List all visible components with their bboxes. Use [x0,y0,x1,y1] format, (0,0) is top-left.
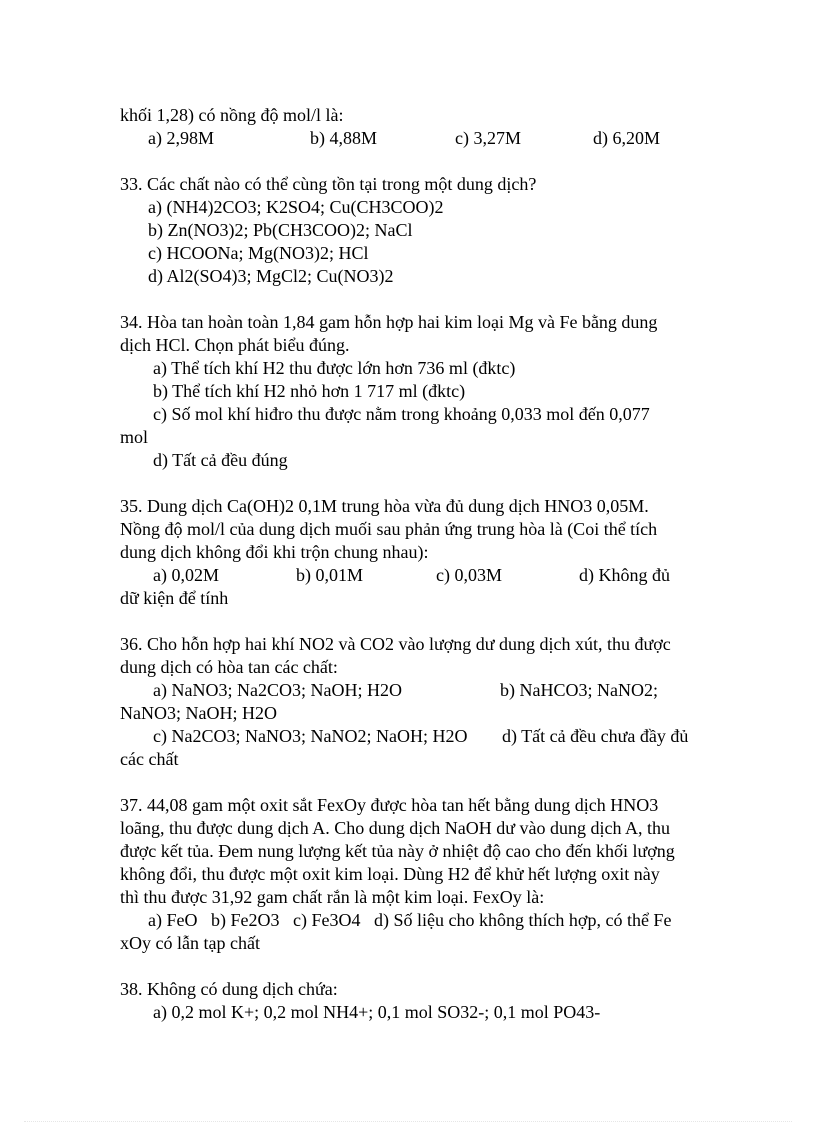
q36-stem-line-1: 36. Cho hỗn hợp hai khí NO2 và CO2 vào lượng dư dung dịch xút, thu được [120,634,671,654]
q35-option-b: b) 0,01M [296,565,363,585]
q36-option-d-cont: các chất [120,749,179,769]
q34-option-c-cont: mol [120,427,149,447]
q35-stem-line-3: dung dịch không đổi khi trộn chung nhau): [120,542,429,562]
q36-option-b: b) NaHCO3; NaNO2; [500,680,658,700]
q34-option-b: b) Thể tích khí H2 nhỏ hơn 1 717 ml (đktc) [153,381,466,401]
q37-stem-line-2: loãng, thu được dung dịch A. Cho dung dịch NaOH dư vào dung dịch A, thu [120,818,670,838]
q33-option-d: d) Al2(SO4)3; MgCl2; Cu(NO3)2 [148,266,394,286]
q33-option-b: b) Zn(NO3)2; Pb(CH3COO)2; NaCl [148,220,413,240]
q38-stem: 38. Không có dung dịch chứa: [120,979,338,999]
q36-option-c: c) Na2CO3; NaNO3; NaNO2; NaOH; H2O [153,726,468,746]
q37-options: a) FeO b) Fe2O3 c) Fe3O4 d) Số liệu cho không thích hợp, có thể Fe [148,910,672,930]
q38-option-a: a) 0,2 mol K+; 0,2 mol NH4+; 0,1 mol SO32-; 0,1 mol PO43- [153,1002,601,1022]
q34-stem-line-2: dịch HCl. Chọn phát biểu đúng. [120,335,350,355]
q37-stem-line-4: không đổi, thu được một oxit kim loại. Dùng H2 để khử hết lượng oxit này [120,864,660,884]
q35-option-a: a) 0,02M [153,565,219,585]
q33-option-c: c) HCOONa; Mg(NO3)2; HCl [148,243,369,263]
q34-option-c: c) Số mol khí hiđro thu được nằm trong khoảng 0,033 mol đến 0,077 [153,404,650,424]
q36-option-a: a) NaNO3; Na2CO3; NaOH; H2O [153,680,402,700]
q36-option-b-cont: NaNO3; NaOH; H2O [120,703,277,723]
intro-option-a: a) 2,98M [148,128,214,148]
q35-option-d-cont: dữ kiện để tính [120,588,229,608]
q36-option-d: d) Tất cả đều chưa đầy đủ [502,726,689,746]
intro-text: khối 1,28) có nồng độ mol/l là: [120,105,344,125]
q34-stem-line-1: 34. Hòa tan hoàn toàn 1,84 gam hỗn hợp hai kim loại Mg và Fe bằng dung [120,312,658,332]
q37-options-cont: xOy có lẫn tạp chất [120,933,260,953]
q37-stem-line-1: 37. 44,08 gam một oxit sắt FexOy được hòa tan hết bằng dung dịch HNO3 [120,795,659,815]
intro-option-c: c) 3,27M [455,128,521,148]
q33-stem: 33. Các chất nào có thể cùng tồn tại trong một dung dịch? [120,174,537,194]
intro-option-d: d) 6,20M [593,128,660,148]
q35-option-c: c) 0,03M [436,565,502,585]
page-bottom-divider [24,1121,792,1122]
q35-option-d: d) Không đủ [579,565,670,585]
q36-stem-line-2: dung dịch có hòa tan các chất: [120,657,338,677]
q34-option-d: d) Tất cả đều đúng [153,450,288,470]
q37-stem-line-5: thì thu được 31,92 gam chất rắn là một kim loại. FexOy là: [120,887,545,907]
q35-stem-line-1: 35. Dung dịch Ca(OH)2 0,1M trung hòa vừa đủ dung dịch HNO3 0,05M. [120,496,649,516]
q34-option-a: a) Thể tích khí H2 thu được lớn hơn 736 ml (đktc) [153,358,516,378]
q37-stem-line-3: được kết tủa. Đem nung lượng kết tủa này ở nhiệt độ cao cho đến khối lượng [120,841,675,861]
q35-stem-line-2: Nồng độ mol/l của dung dịch muối sau phản ứng trung hòa là (Coi thể tích [120,519,658,539]
q33-option-a: a) (NH4)2CO3; K2SO4; Cu(CH3COO)2 [148,197,444,217]
intro-option-b: b) 4,88M [310,128,377,148]
